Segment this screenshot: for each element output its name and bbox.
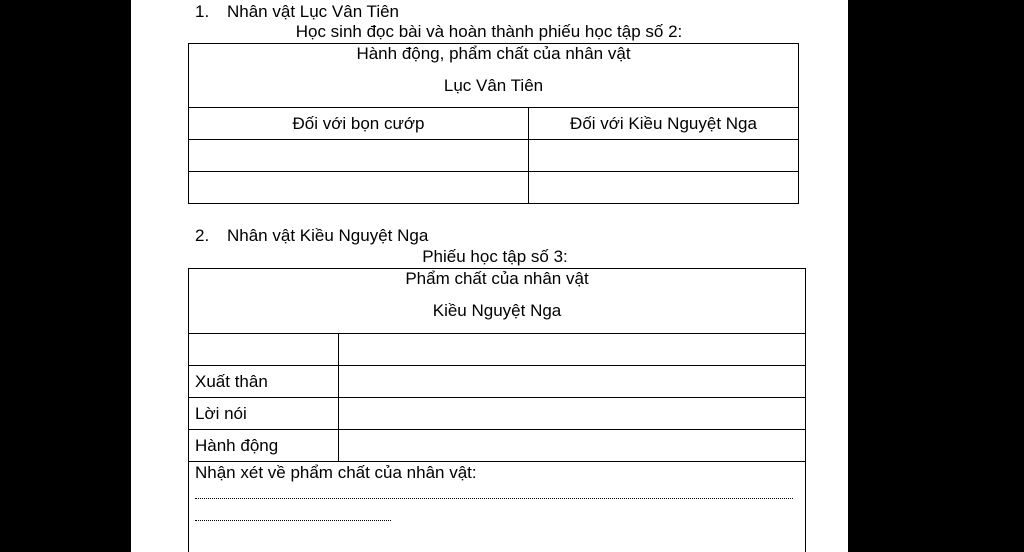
table2-header-cell: [189, 269, 806, 334]
table2-header-line1: Phẩm chất của nhân vật: [405, 269, 589, 288]
table1-header-line1: Hành động, phẩm chất của nhân vật: [356, 44, 631, 63]
table1-header-cell: [189, 44, 799, 108]
table1-header-line2: Lục Vân Tiên: [443, 76, 544, 95]
worksheet-3-table: [188, 268, 806, 552]
table2-answer-cell[interactable]: [339, 398, 806, 430]
comment-dotted-line: [195, 498, 793, 499]
table2-blank-label-cell: [189, 334, 339, 366]
table2-header-line2: Kiều Nguyệt Nga: [432, 301, 562, 320]
table1-col-robbers: Đối với bọn cướp: [189, 108, 529, 140]
table2-answer-cell[interactable]: [339, 430, 806, 462]
worksheet-2-table: [188, 43, 799, 204]
section1-title: Nhân vật Lục Vân Tiên: [227, 2, 400, 21]
section1-heading: [195, 2, 399, 22]
section1-instruction: Học sinh đọc bài và hoàn thành phiếu học tập số 2:: [295, 22, 683, 41]
table2-comment-cell[interactable]: [189, 462, 806, 552]
table1-answer-cell[interactable]: [529, 140, 799, 172]
section2-sheet-title: Phiếu học tập số 3:: [422, 247, 568, 266]
table1-answer-cell[interactable]: [189, 140, 529, 172]
comment-label: Nhận xét về phẩm chất của nhân vật:: [195, 463, 477, 482]
row-label-actions: Hành động: [189, 430, 339, 462]
comment-dotted-line: [195, 520, 391, 521]
section2-heading: [195, 226, 428, 246]
table1-answer-cell[interactable]: [189, 172, 529, 204]
table1-answer-cell[interactable]: [529, 172, 799, 204]
document-page: [131, 0, 848, 552]
section1-number: 1.: [195, 2, 210, 21]
table1-col-kieu-nguyet-nga: Đối với Kiều Nguyệt Nga: [529, 108, 799, 140]
table2-answer-cell[interactable]: [339, 334, 806, 366]
row-label-origin: Xuất thân: [189, 366, 339, 398]
section2-title: Nhân vật Kiều Nguyệt Nga: [227, 226, 429, 245]
section2-number: 2.: [195, 226, 210, 245]
table2-answer-cell[interactable]: [339, 366, 806, 398]
row-label-speech: Lời nói: [189, 398, 339, 430]
